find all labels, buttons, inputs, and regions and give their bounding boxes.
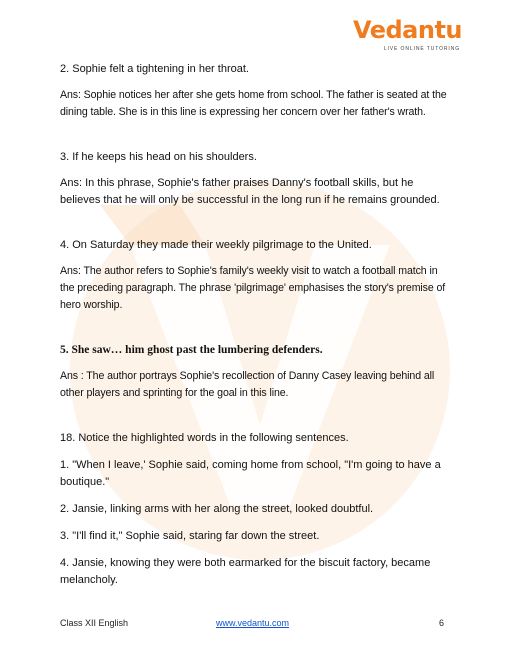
sentence-3: 3. "I'll find it," Sophie said, staring far down the street. <box>60 530 320 542</box>
answer-5: Ans : The author portrays Sophie's recollection of Danny Casey leaving behind all other players and sprinting for the goal in this line. <box>60 370 435 399</box>
answer-2: Ans: Sophie notices her after she gets home from school. The father is seated at the dining table. She is in this line is expressing her concern over her father's wrath. <box>60 89 447 118</box>
question-5: 5. She saw… him ghost past the lumbering defenders. <box>60 344 323 356</box>
question-2: 2. Sophie felt a tightening in her throat. <box>60 63 249 75</box>
sentence-1: 1. "When I leave,' Sophie said, coming home from school, "I'm going to have a boutique." <box>60 459 441 488</box>
sentence-2: 2. Jansie, linking arms with her along the street, looked doubtful. <box>60 503 374 515</box>
page-number: 6 <box>438 618 444 628</box>
sentence-4: 4. Jansie, knowing they were both earmarked for the biscuit factory, became melancholy. <box>60 557 431 586</box>
answer-3: Ans: In this phrase, Sophie's father praises Danny's football skills, but he believes that he will only be successful in the long run if he remains grounded. <box>60 177 440 206</box>
answer-4: Ans: The author refers to Sophie's family's weekly visit to watch a football match in the preceding paragraph. The phrase 'pilgrimage' emphasises the story's premise of hero worship. <box>60 265 446 311</box>
question-3: 3. If he keeps his head on his shoulders. <box>60 151 257 163</box>
question-4: 4. On Saturday they made their weekly pilgrimage to the United. <box>60 239 372 251</box>
document-body <box>60 61 450 599</box>
footer-course: Class XII English <box>60 618 129 628</box>
logo-tagline: LIVE ONLINE TUTORING <box>383 46 460 52</box>
footer-website-link[interactable]: www.vedantu.com <box>216 618 290 628</box>
vedantu-logo <box>350 16 462 56</box>
logo-wordmark: Vedantu <box>352 16 462 44</box>
section-18-heading: 18. Notice the highlighted words in the following sentences. <box>60 432 349 444</box>
